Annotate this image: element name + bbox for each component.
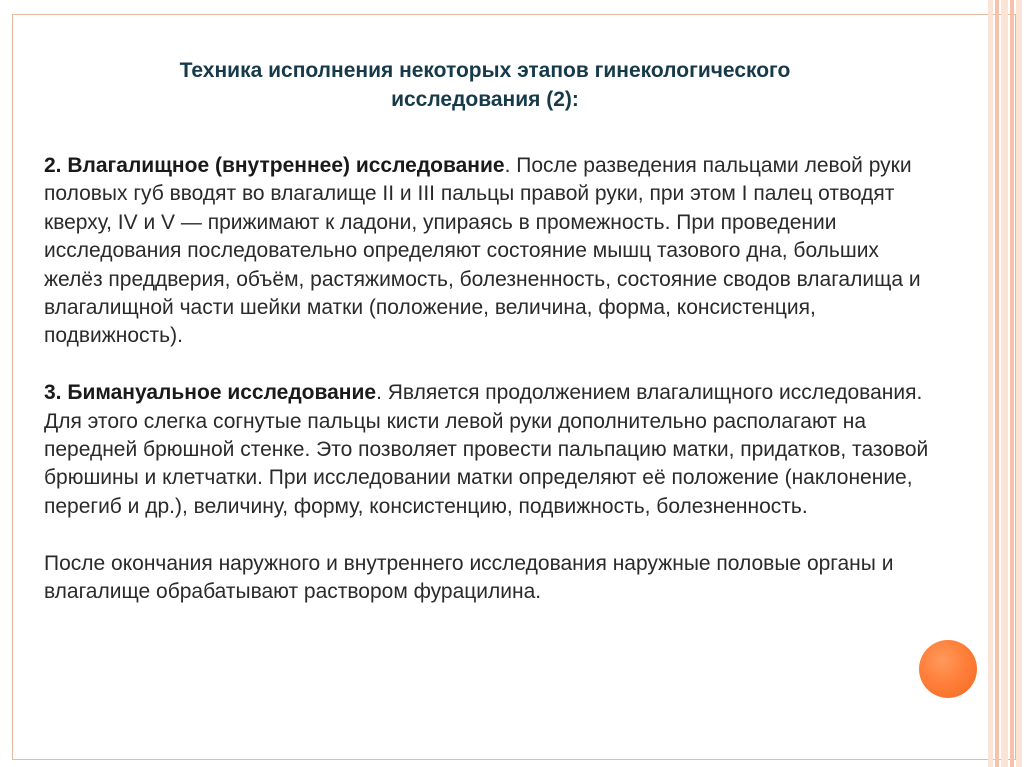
decorative-stripes	[988, 0, 1024, 767]
paragraph-heading: 2. Влагалищное (внутреннее) исследование	[44, 154, 505, 177]
paragraph-heading: 3. Бимануальное исследование	[44, 381, 377, 405]
title-line-1: Техника исполнения некоторых этапов гинекологического	[179, 59, 791, 82]
stripe	[995, 0, 999, 767]
stripe	[1010, 0, 1014, 767]
stripe	[1001, 0, 1008, 767]
paragraph-vaginal-exam	[44, 152, 934, 351]
accent-circle	[919, 640, 977, 698]
paragraph-text: После окончания наружного и внутреннего исследования наружные половые органы и влагалище обрабатывают раствором фурацилина.	[44, 551, 894, 604]
stripe	[988, 0, 993, 767]
title-line-2: исследования (2):	[391, 88, 579, 111]
paragraph-bimanual-exam	[44, 379, 934, 521]
paragraph-conclusion	[44, 550, 934, 607]
slide-body	[44, 152, 934, 635]
stripe	[1016, 0, 1022, 767]
slide-title	[60, 56, 910, 114]
paragraph-text: . После разведения пальцами левой руки половых губ вводят во влагалище II и III пальцы правой руки, при этом I палец отводят кверху, IV и V — прижимают к ладони, упираясь в промежность. При проведении исследования последовательно определяют состояние мышц тазового дна, больших желёз преддверия, объём, растяжимость, болезненность, состояние сводов влагалища и влагалищной части шейки матки (положение, величина, форма, консистенция, подвижность).	[44, 154, 921, 348]
paragraph-text: . Является продолжением влагалищного исследования. Для этого слегка согнутые пальцы кисти левой руки дополнительно располагают на передней брюшной стенке. Это позволяет провести пальпацию матки, придатков, тазовой брюшины и клетчатки. При исследовании матки определяют её положение (наклонение, перегиб и др.), величину, форму, консистенцию, подвижность, болезненность.	[44, 381, 929, 518]
